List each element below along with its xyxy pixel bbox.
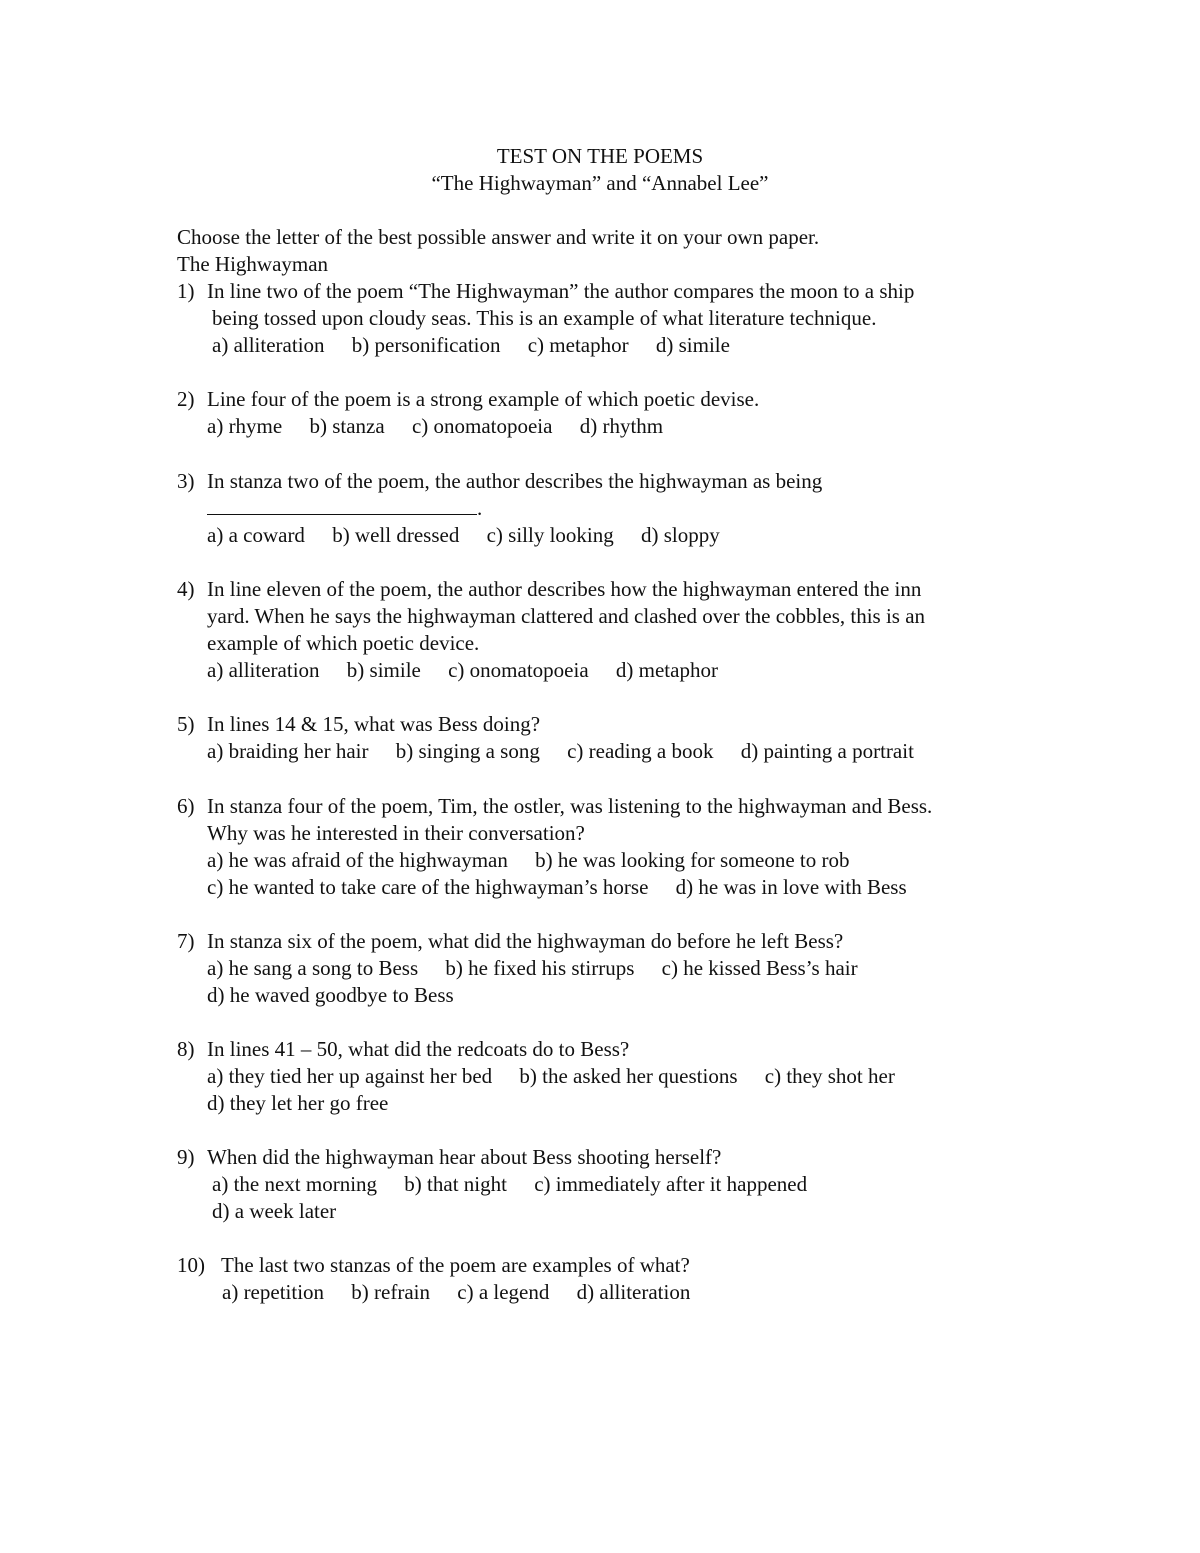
answer-options-row (177, 657, 1057, 684)
question-text-line: In line two of the poem “The Highwayman” the author compares the moon to a ship (207, 279, 915, 303)
question-number: 10) (177, 1253, 205, 1277)
answer-options-row (177, 874, 1057, 901)
answer-option: a) alliteration (212, 333, 325, 357)
question-number: 6) (177, 794, 195, 818)
question-2 (177, 386, 1057, 440)
question-number: 1) (177, 279, 195, 303)
answer-option: d) metaphor (615, 658, 718, 682)
question-text-line: In line eleven of the poem, the author describes how the highwayman entered the inn (207, 577, 922, 601)
question-5 (177, 711, 1057, 765)
question-text-line: In lines 14 & 15, what was Bess doing? (207, 712, 541, 736)
question-number: 7) (177, 929, 195, 953)
question-8 (177, 1036, 1057, 1117)
blank-suffix: . (477, 496, 483, 520)
question-4 (177, 576, 1057, 684)
question-text-line: being tossed upon cloudy seas. This is an example of what literature technique. (212, 306, 877, 330)
answer-option: a) he sang a song to Bess (207, 956, 419, 980)
question-9 (177, 1144, 1057, 1225)
answer-option: b) singing a song (395, 739, 540, 763)
question-text-line: Line four of the poem is a strong example of which poetic devise. (207, 387, 760, 411)
question-7 (177, 928, 1057, 1009)
answer-options-row (177, 738, 1057, 765)
answer-options-row (177, 982, 1057, 1009)
question-number: 2) (177, 387, 195, 411)
question-text-line: When did the highwayman hear about Bess shooting herself? (207, 1145, 722, 1169)
answer-option: b) well dressed (332, 523, 460, 547)
question-number: 4) (177, 577, 195, 601)
answer-option: a) braiding her hair (207, 739, 369, 763)
answer-option: c) reading a book (567, 739, 714, 763)
question-6 (177, 793, 1057, 901)
question-3 (177, 468, 1057, 549)
answer-option: d) rhythm (579, 414, 664, 438)
question-text-line: example of which poetic device. (207, 631, 480, 655)
answer-option: d) a week later (212, 1199, 337, 1223)
answer-option: a) rhyme (207, 414, 283, 438)
answer-option: b) personification (351, 333, 501, 357)
answer-option: a) the next morning (212, 1172, 378, 1196)
question-number: 9) (177, 1145, 195, 1169)
question-10 (177, 1252, 1057, 1306)
answer-option: d) he was in love with Bess (675, 875, 907, 899)
answer-option: c) silly looking (486, 523, 614, 547)
question-text-line: In stanza six of the poem, what did the highwayman do before he left Bess? (207, 929, 844, 953)
answer-option: a) he was afraid of the highwayman (207, 848, 508, 872)
instructions-text: Choose the letter of the best possible answer and write it on your own paper. (177, 225, 820, 249)
answer-options-row (177, 847, 1057, 874)
answer-option: c) they shot her (764, 1064, 895, 1088)
answer-option: c) onomatopoeia (411, 414, 553, 438)
answer-option: c) onomatopoeia (448, 658, 589, 682)
answer-option: a) they tied her up against her bed (207, 1064, 493, 1088)
answer-option: a) repetition (222, 1280, 325, 1304)
answer-option: c) he wanted to take care of the highwayman’s horse (207, 875, 649, 899)
answer-options-row (177, 332, 1057, 359)
answer-option: c) immediately after it happened (534, 1172, 808, 1196)
question-number: 5) (177, 712, 195, 736)
answer-options-row (177, 1063, 1057, 1090)
answer-option: d) alliteration (576, 1280, 691, 1304)
answer-option: c) a legend (457, 1280, 550, 1304)
answer-option: d) simile (655, 333, 730, 357)
question-text-line: In lines 41 – 50, what did the redcoats do to Bess? (207, 1037, 630, 1061)
answer-option: b) he fixed his stirrups (445, 956, 635, 980)
answer-option: d) he waved goodbye to Bess (207, 983, 454, 1007)
answer-option: b) that night (404, 1172, 507, 1196)
section-heading: The Highwayman (177, 252, 329, 276)
answer-option: d) sloppy (641, 523, 720, 547)
answer-options-row (177, 1090, 1057, 1117)
instructions-block (177, 224, 1077, 278)
question-text-line: In stanza four of the poem, Tim, the ostler, was listening to the highwayman and Bess. (207, 794, 933, 818)
question-text-line: yard. When he says the highwayman clattered and clashed over the cobbles, this is an (207, 604, 926, 628)
answer-blank-line (177, 495, 1057, 522)
answer-option: b) he was looking for someone to rob (535, 848, 850, 872)
test-title: TEST ON THE POEMS (496, 144, 704, 168)
answer-option: c) he kissed Bess’s hair (661, 956, 858, 980)
answer-option: b) simile (346, 658, 421, 682)
test-subtitle: “The Highwayman” and “Annabel Lee” (431, 171, 769, 195)
answer-option: b) refrain (351, 1280, 430, 1304)
answer-option: b) the asked her questions (519, 1064, 738, 1088)
answer-option: a) a coward (207, 523, 305, 547)
answer-option: d) they let her go free (207, 1091, 389, 1115)
test-header (0, 143, 1200, 197)
question-1 (177, 278, 1057, 359)
answer-option: c) metaphor (527, 333, 629, 357)
answer-options-row (177, 413, 1057, 440)
question-text-line: Why was he interested in their conversation? (207, 821, 585, 845)
answer-options-row (177, 1171, 1057, 1198)
answer-option: d) painting a portrait (740, 739, 914, 763)
answer-options-row (177, 955, 1057, 982)
answer-options-row (177, 1198, 1057, 1225)
question-text-line: The last two stanzas of the poem are examples of what? (221, 1253, 690, 1277)
answer-option: a) alliteration (207, 658, 320, 682)
answer-options-row (177, 522, 1057, 549)
question-number: 8) (177, 1037, 195, 1061)
answer-option: b) stanza (309, 414, 385, 438)
question-text-line: In stanza two of the poem, the author describes the highwayman as being (207, 469, 823, 493)
answer-options-row (177, 1279, 1057, 1306)
question-number: 3) (177, 469, 195, 493)
answer-blank (207, 496, 477, 515)
